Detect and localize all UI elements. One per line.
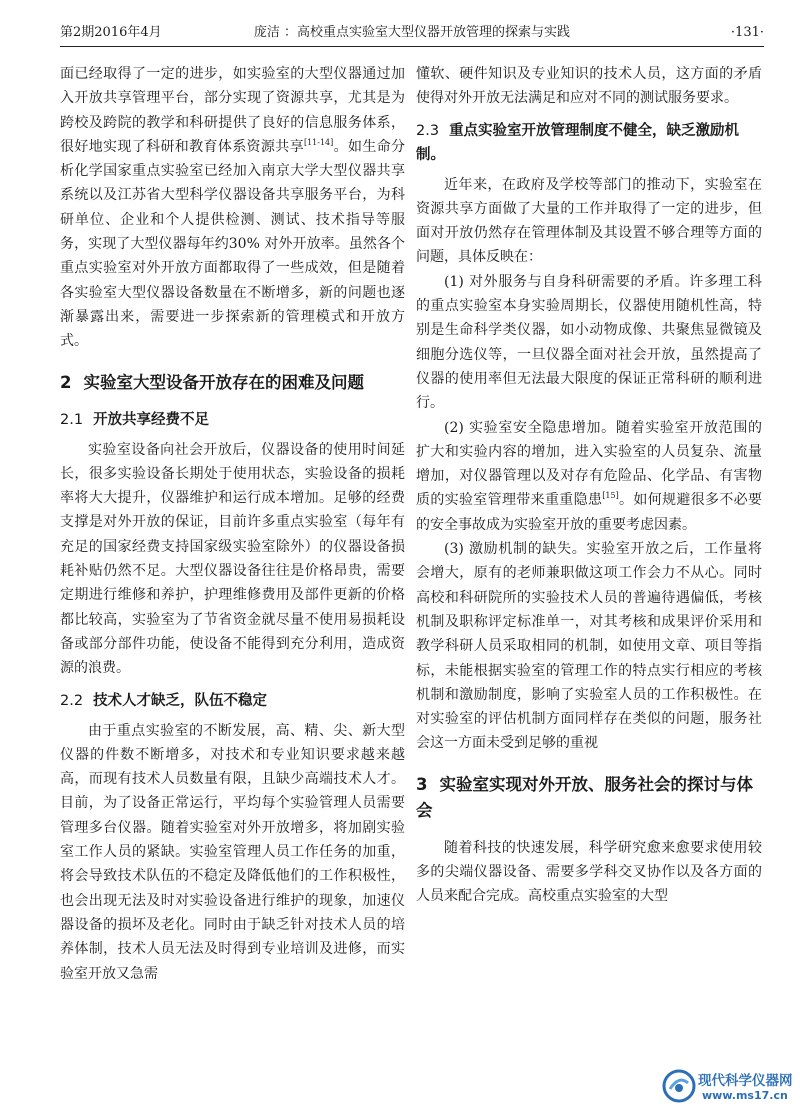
site-watermark [662, 1065, 794, 1109]
paragraph-2-2-continued: 懂软、硬件知识及专业知识的技术人员，这方面的矛盾使得对外开放无法满足和应对不同的测试服务要求。 [416, 66, 762, 107]
citation-15: [15] [602, 491, 619, 501]
watermark-title: 现代科学仪器网 [698, 1073, 793, 1089]
paragraph-intro-continued: 面已经取得了一定的进步，如实验室的大型仪器通过加入开放共享管理平台，部分实现了资源共享，尤其是为跨校及跨院的教学和科研提供了良好的信息服务体系，很好地实现了科研和教育体系资源共享[11-14]。如生命分析化学国家重点实验室已经加入南京大学大型仪器共享系统以及江苏省大型科学仪器设备共享服务平台，为科研单位、企业和个人提供检测、测试、技术指导等服务，实现了大型仪器每年约30% 对外开放率。虽然各个重点实验室对外开放方面都取得了一些成效，但是随着各实验室大型仪器设备数量在不断增多，新的问题也逐渐暴露出来，需要进一步探索新的管理模式和开放方式。 [60, 66, 406, 350]
issue-date: 第2期2016年4月 [60, 25, 162, 40]
citation-11-14: [11-14] [303, 137, 334, 147]
paragraph-2-3: 近年来，在政府及学校等部门的推动下，实验室在资源共享方面做了大量的工作并取得了一定的进步，但面对开放仍然存在管理体制及其设置不够合理等方面的问题，具体反映在： [416, 176, 762, 266]
running-title: 庞洁 ：高校重点实验室大型仪器开放管理的探索与实践 [253, 25, 571, 40]
page-number: ·131· [730, 25, 764, 40]
list-item-1: (1) 对外服务与自身科研需要的矛盾。许多理工科的重点实验室本身实验周期长，仪器使用随机性高，特别是生命科学类仪器，如小动物成像、共聚焦显微镜及细胞分选仪等，一旦仪器全面对社会开放，虽然提高了仪器的使用率但无法最大限度的保证正常科研的顺利进行。 [416, 273, 762, 412]
section-2-1-heading: 2.1 开放共享经费不足 [60, 411, 210, 428]
section-2-3-heading: 2.3 重点实验室开放管理制度不健全，缺乏激励机制。 [416, 122, 740, 163]
instrument-logo-icon [662, 1069, 696, 1103]
list-item-3: (3) 激励机制的缺失。实验室开放之后，工作量将会增大，原有的老师兼职做这项工作会力不从心。同时高校和科研院所的实验技术人员的普遍待遇偏低，考核机制及职称评定标准单一，对其考核和成果评价采用和教学科研人员采取相同的机制，如使用文章、项目等指标，未能根据实验室的管理工作的特点实行相应的考核机制和激励制度，影响了实验室人员的工作积极性。在对实验室的评估机制方面同样存在类似的问题，服务社会这一方面未受到足够的重视 [416, 541, 762, 752]
watermark-url: www.ms17.cn [702, 1089, 788, 1102]
right-column [416, 62, 762, 909]
left-column [60, 62, 405, 986]
section-3-heading: 3 实验室实现对外开放、服务社会的探讨与体会 [416, 774, 753, 820]
paragraph-2-2: 由于重点实验室的不断发展，高、精、尖、新大型仪器的件数不断增多，对技术和专业知识要求越来越高，而现有技术人员数量有限，且缺少高端技术人才。目前，为了设备正常运行，平均每个实验管理人员需要管理多台仪器。随着实验室对外开放增多，将加剧实验室工作人员的紧缺。实验室管理人员工作任务的加重，将会导致技术队伍的不稳定及降低他们的工作积极性，也会出现无法及时对实验设备进行维护的现象，加速仪器设备的损坏及老化。同时由于缺乏针对技术人员的培养体制，技术人员无法及时得到专业培训及进修，而实验室开放又急需 [60, 722, 405, 982]
paragraph-3: 随着科技的快速发展，科学研究愈来愈要求使用较多的尖端仪器设备、需要多学科交叉协作以及各方面的人员来配合完成。高校重点实验室的大型 [416, 839, 762, 905]
paragraph-2-1: 实验室设备向社会开放后，仪器设备的使用时间延长，很多实验设备长期处于使用状态，实验设备的损耗率将大大提升，仪器维护和运行成本增加。足够的经费支撑是对外开放的保证，目前许多重点实验室（每年有充足的国家经费支持国家级实验室除外）的仪器设备损耗补贴仍然不足。大型仪器设备往往是价格昂贵，需要定期进行维修和养护，护理维修费用及部件更新的价格都比较高，实验室为了节省资金就尽量不使用易损耗设备或部分部件功能，使设备不能得到充分利用，造成资源的浪费。 [60, 441, 405, 677]
list-item-2: (2) 实验室安全隐患增加。随着实验室开放范围的扩大和实验内容的增加，进入实验室的人员复杂、流量增加，对仪器管理以及对存有危险品、化学品、有害物质的实验室管理带来重重隐患[15]。如何规避很多不必要的安全事故成为实验室开放的重要考虑因素。 [416, 419, 763, 533]
section-2-heading: 2 实验室大型设备开放存在的困难及问题 [60, 372, 364, 392]
running-header [60, 22, 764, 47]
section-2-2-heading: 2.2 技术人才缺乏，队伍不稳定 [60, 692, 268, 709]
